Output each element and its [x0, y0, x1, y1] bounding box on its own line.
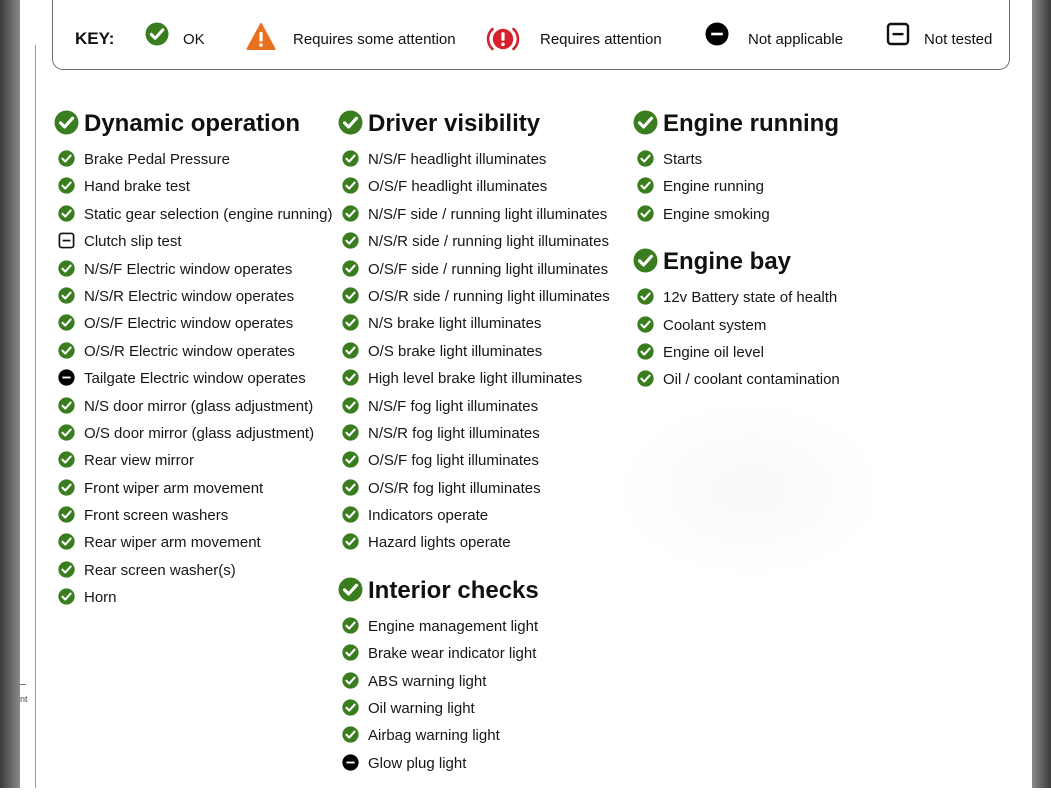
check-circle-icon — [58, 177, 75, 199]
scan-smudge — [615, 400, 885, 580]
key-label-some-attention: Requires some attention — [293, 31, 456, 48]
minus-circle-icon — [705, 22, 729, 51]
margin-tick — [20, 684, 26, 685]
check-circle-icon — [342, 424, 359, 446]
key-label-not-tested: Not tested — [924, 31, 993, 48]
check-item-label: Coolant system — [663, 316, 767, 334]
check-item-label: Oil / coolant contamination — [663, 371, 840, 389]
check-item-label: Horn — [84, 589, 117, 607]
check-circle-icon — [637, 316, 654, 338]
check-circle-icon — [342, 726, 359, 748]
check-item-label: Front screen washers — [84, 507, 229, 525]
check-circle-icon — [342, 287, 359, 309]
check-circle-icon — [342, 397, 359, 419]
check-item-label: O/S/F Electric window operates — [84, 315, 294, 333]
page-margin-line — [35, 45, 36, 788]
check-circle-icon — [637, 150, 654, 172]
check-circle-icon — [58, 314, 75, 336]
check-circle-icon — [342, 451, 359, 473]
check-circle-icon — [58, 561, 75, 583]
check-circle-icon — [338, 577, 363, 607]
check-circle-icon — [342, 369, 359, 391]
check-item-label: N/S/F fog light illuminates — [368, 397, 539, 415]
check-item-label: O/S door mirror (glass adjustment) — [84, 424, 315, 442]
check-circle-icon — [342, 506, 359, 528]
check-item-label: Indicators operate — [368, 507, 489, 525]
check-circle-icon — [145, 22, 169, 51]
check-item-label: Tailgate Electric window operates — [84, 370, 306, 388]
check-circle-icon — [58, 479, 75, 501]
scan-edge-right — [1032, 0, 1051, 788]
check-item-label: ABS warning light — [368, 672, 487, 690]
check-item-label: Glow plug light — [368, 754, 467, 772]
check-item-label: Engine oil level — [663, 343, 764, 361]
section-title: Engine bay — [663, 248, 792, 276]
check-item-label: N/S door mirror (glass adjustment) — [84, 397, 314, 415]
check-item-label: N/S/F Electric window operates — [84, 260, 293, 278]
minus-circle-icon — [342, 754, 359, 776]
minus-square-icon — [886, 22, 910, 51]
check-item-label: O/S/R fog light illuminates — [368, 479, 541, 497]
check-item-label: O/S/R side / running light illuminates — [368, 287, 610, 305]
check-item-label: High level brake light illuminates — [368, 370, 583, 388]
scan-edge-left — [0, 0, 20, 788]
check-item-label: N/S/R fog light illuminates — [368, 424, 540, 442]
key-label-attention: Requires attention — [540, 31, 662, 48]
check-item-label: Rear view mirror — [84, 452, 195, 470]
check-item-label: O/S/F side / running light illuminates — [368, 260, 609, 278]
section-title: Interior checks — [368, 576, 539, 604]
check-item-label: Static gear selection (engine running) — [84, 205, 333, 223]
check-circle-icon — [633, 110, 658, 140]
check-circle-icon — [58, 287, 75, 309]
check-item-label: N/S/R side / running light illuminates — [368, 233, 609, 251]
check-circle-icon — [58, 260, 75, 282]
check-item-label: N/S brake light illuminates — [368, 315, 542, 333]
check-circle-icon — [58, 451, 75, 473]
check-circle-icon — [58, 533, 75, 555]
section-title: Driver visibility — [368, 110, 541, 137]
check-circle-icon — [342, 533, 359, 555]
check-circle-icon — [637, 288, 654, 310]
minus-circle-icon — [58, 369, 75, 391]
check-item-label: O/S/F headlight illuminates — [368, 178, 548, 196]
check-circle-icon — [58, 506, 75, 528]
check-item-label: O/S brake light illuminates — [368, 342, 543, 360]
check-item-label: Starts — [663, 151, 703, 168]
check-circle-icon — [637, 205, 654, 227]
check-circle-icon — [58, 424, 75, 446]
check-item-label: Hazard lights operate — [368, 534, 511, 552]
check-item-label: N/S/F headlight illuminates — [368, 151, 547, 168]
check-item-label: Engine running — [663, 178, 764, 196]
section-title: Dynamic operation — [84, 110, 301, 137]
check-circle-icon — [342, 314, 359, 336]
check-circle-icon — [342, 699, 359, 721]
check-circle-icon — [637, 177, 654, 199]
check-item-label: Oil warning light — [368, 700, 475, 718]
check-circle-icon — [637, 343, 654, 365]
alert-exclamation-icon — [486, 22, 520, 61]
key-title: KEY: — [75, 29, 115, 48]
check-circle-icon — [342, 672, 359, 694]
margin-text-fragment: nt — [20, 694, 28, 704]
check-item-label: O/S/F fog light illuminates — [368, 452, 539, 470]
check-circle-icon — [342, 205, 359, 227]
check-item-label: Rear screen washer(s) — [84, 561, 236, 579]
check-item-label: Brake wear indicator light — [368, 645, 537, 663]
key-label-not-applicable: Not applicable — [748, 31, 844, 48]
check-item-label: Front wiper arm movement — [84, 479, 264, 497]
check-item-label: Rear wiper arm movement — [84, 534, 261, 552]
check-item-label: Clutch slip test — [84, 233, 182, 251]
check-circle-icon — [342, 617, 359, 639]
check-item-label: N/S/F side / running light illuminates — [368, 205, 608, 223]
key-label-ok: OK — [183, 31, 205, 48]
warning-triangle-icon — [246, 22, 276, 57]
check-circle-icon — [342, 479, 359, 501]
check-circle-icon — [58, 397, 75, 419]
check-circle-icon — [342, 342, 359, 364]
check-circle-icon — [342, 150, 359, 172]
minus-square-icon — [58, 232, 75, 254]
check-circle-icon — [58, 150, 75, 172]
check-item-label: Engine management light — [368, 617, 539, 635]
status-key-panel — [52, 0, 1010, 70]
check-circle-icon — [58, 342, 75, 364]
check-circle-icon — [342, 644, 359, 666]
check-item-label: N/S/R Electric window operates — [84, 287, 295, 305]
section-title: Engine running — [663, 110, 839, 137]
check-circle-icon — [342, 232, 359, 254]
check-item-label: Hand brake test — [84, 178, 190, 196]
check-circle-icon — [342, 260, 359, 282]
check-circle-icon — [338, 110, 363, 140]
check-circle-icon — [54, 110, 79, 140]
check-circle-icon — [342, 177, 359, 199]
check-item-label: Brake Pedal Pressure — [84, 151, 230, 168]
check-circle-icon — [58, 588, 75, 610]
check-circle-icon — [58, 205, 75, 227]
check-circle-icon — [633, 248, 658, 278]
check-item-label: Airbag warning light — [368, 727, 500, 745]
check-item-label: O/S/R Electric window operates — [84, 342, 295, 360]
check-circle-icon — [637, 370, 654, 392]
check-item-label: 12v Battery state of health — [663, 289, 838, 307]
check-item-label: Engine smoking — [663, 205, 770, 223]
